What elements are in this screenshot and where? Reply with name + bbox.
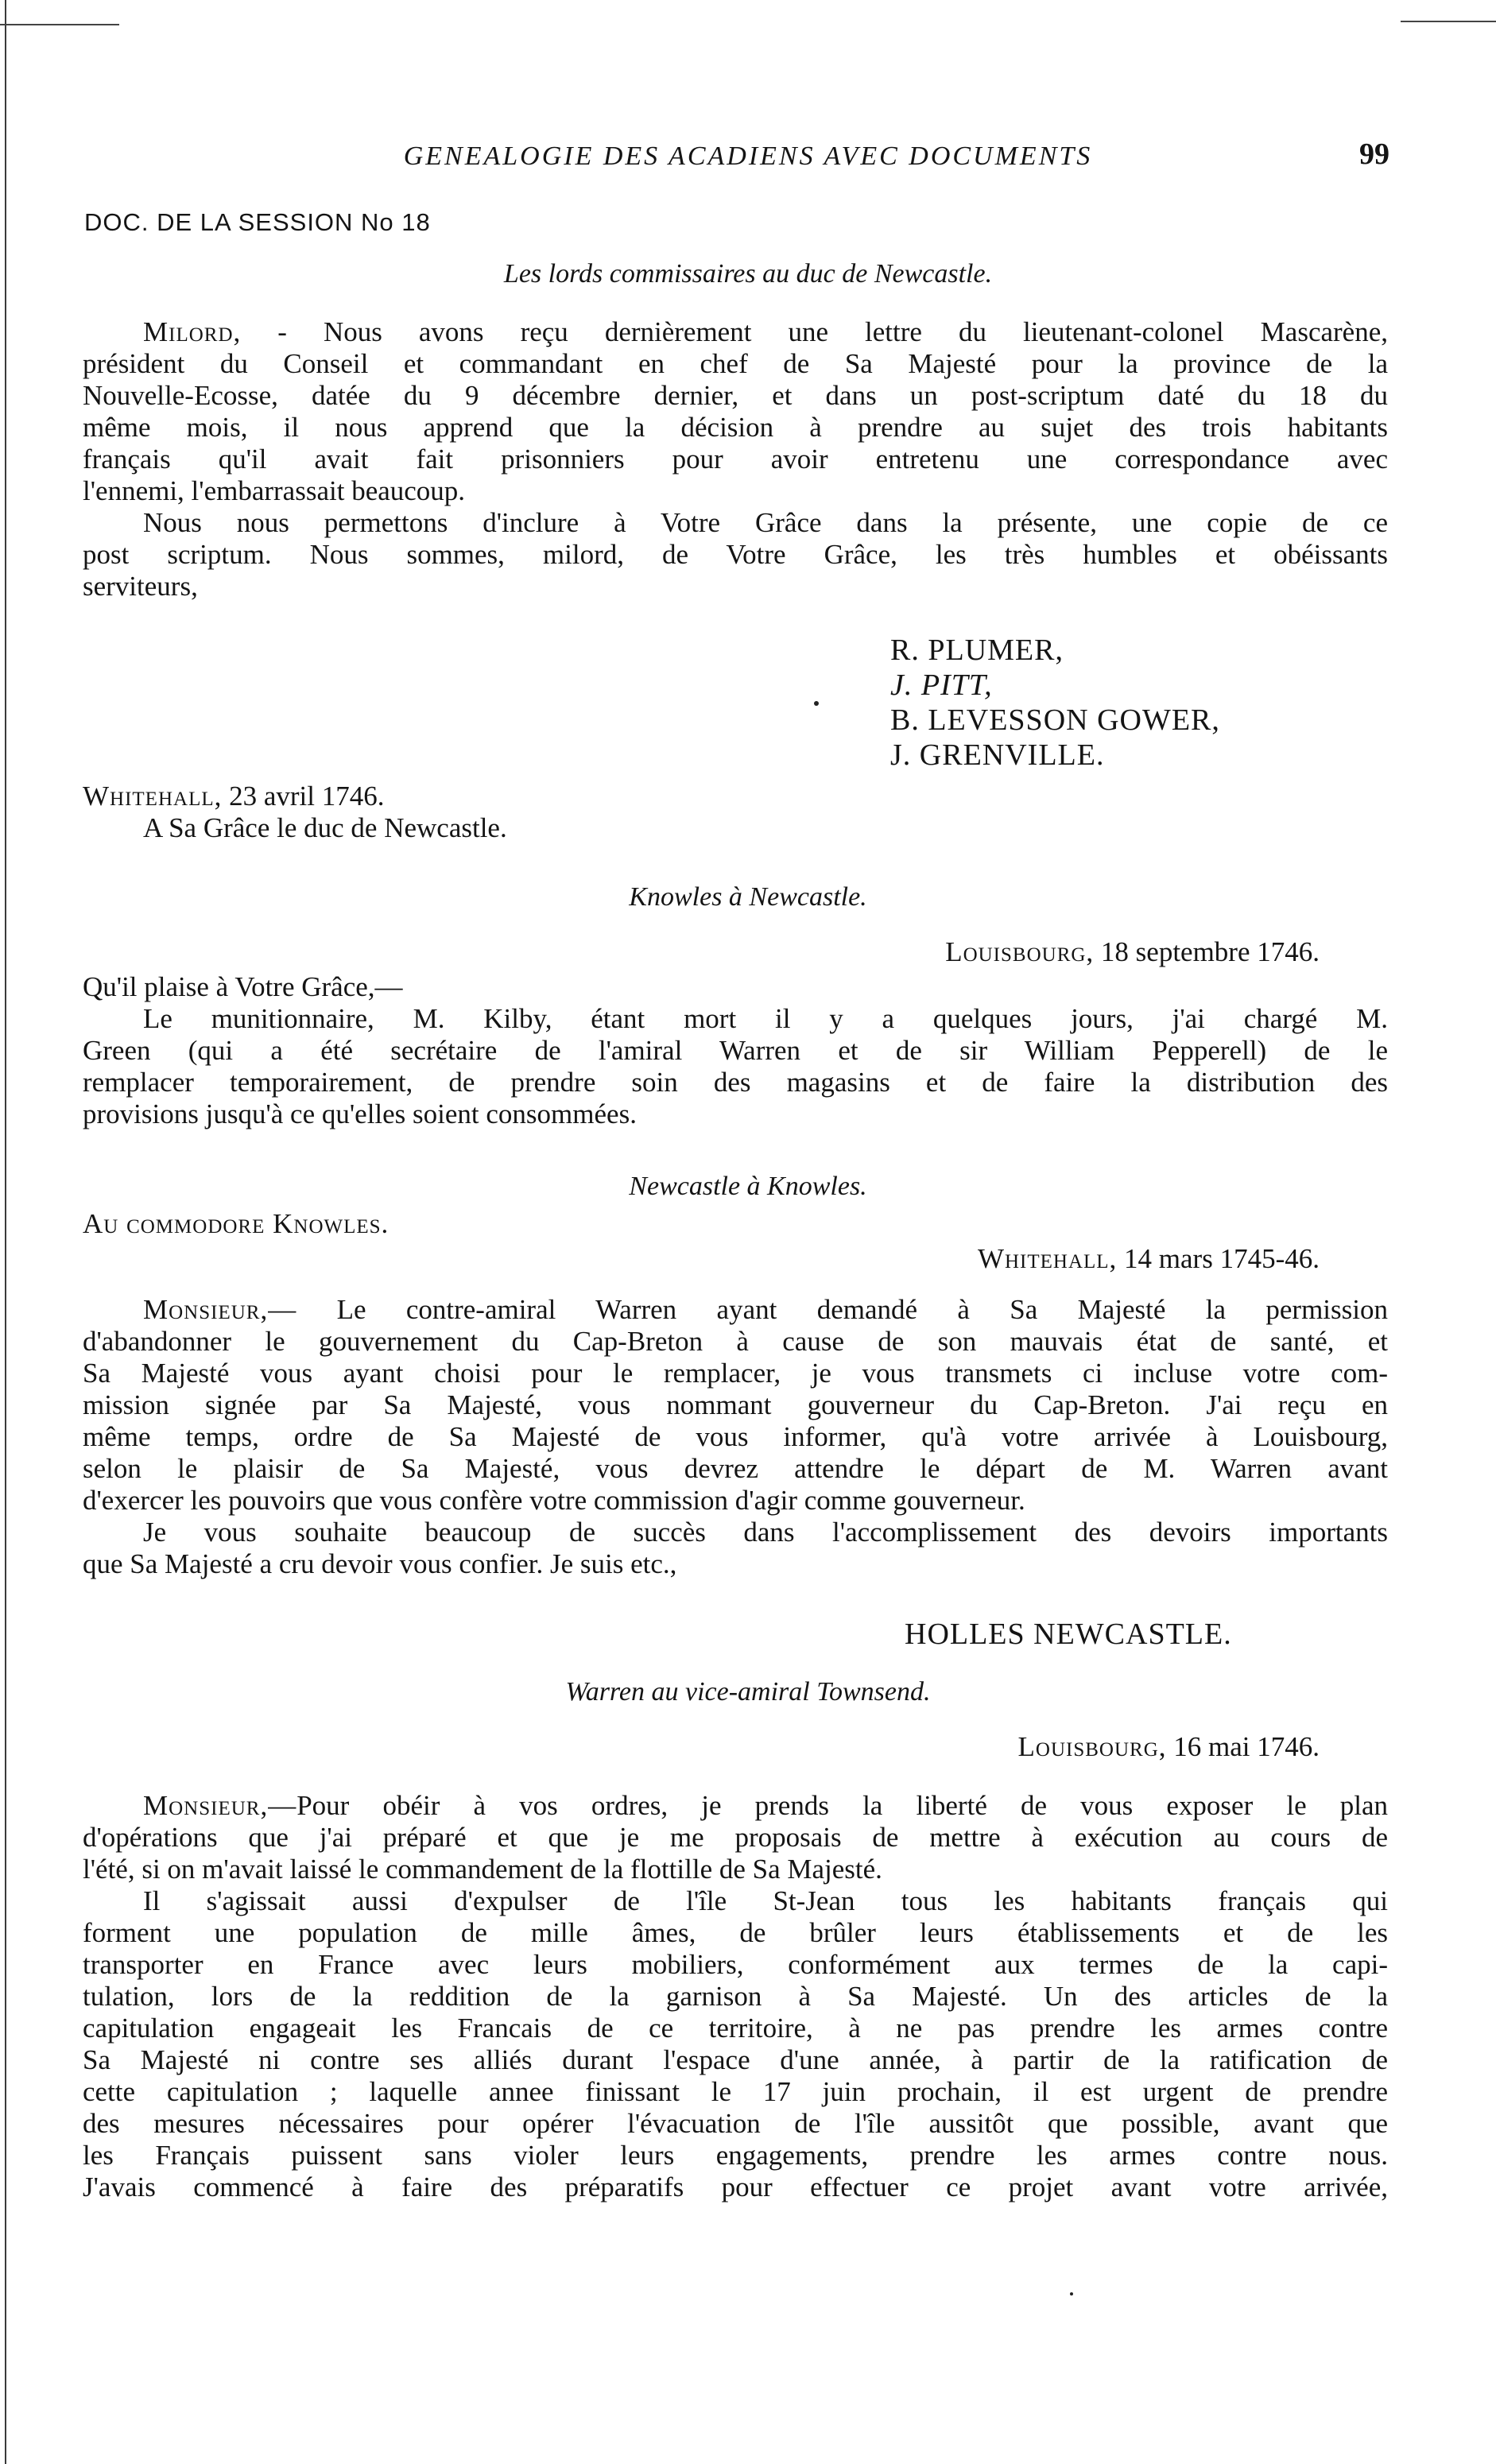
place: Louisbourg,	[1017, 1731, 1167, 1762]
signature-grenville: J. GRENVILLE.	[890, 738, 1105, 772]
dateline-whitehall-1745	[978, 1243, 1320, 1275]
session-label: DOC. DE LA SESSION No 18	[84, 208, 431, 236]
text-line: Le munitionnaire, M. Kilby, étant mort il y a quelques jours, j'ai chargé M.	[143, 1003, 1388, 1034]
text-line: remplacer temporairement, de prendre soin des magasins et de faire la distribution des	[83, 1067, 1388, 1098]
signature-block-lords	[890, 633, 1220, 773]
text-line: d'abandonner le gouvernement du Cap-Breton à cause de son mauvais état de santé, et	[83, 1326, 1388, 1357]
letter-newcastle-body	[83, 1294, 1388, 1580]
left-margin-rule	[5, 0, 6, 2464]
signature-gower: B. LEVESSON GOWER,	[890, 703, 1220, 737]
salutation-line: Qu'il plaise à Votre Grâce,—	[83, 971, 403, 1002]
text-line: selon le plaisir de Sa Majesté, vous devrez attendre le départ de M. Warren avant	[83, 1453, 1388, 1484]
place: Whitehall,	[83, 781, 223, 812]
text-line: Milord, - Nous avons reçu dernièrement une lettre du lieutenant-colonel Mascarène,	[143, 316, 1388, 347]
letter-warren-body	[83, 1790, 1388, 2203]
text-line: l'été, si on m'avait laissé le commandement de la flottille de Sa Majesté.	[83, 1854, 882, 1885]
text-line: capitulation engageait les Francais de ce territoire, à ne pas prendre les armes contre	[83, 2013, 1388, 2044]
text-line: mission signée par Sa Majesté, vous nommant gouverneur du Cap-Breton. J'ai reçu en	[83, 1389, 1388, 1420]
text-line: Je vous souhaite beaucoup de succès dans l'accomplissement des devoirs importants	[143, 1517, 1388, 1548]
text-line: les Français puissent sans violer leurs engagements, prendre les armes contre nous.	[83, 2140, 1388, 2171]
date: 23 avril 1746.	[229, 781, 385, 812]
date: 18 septembre 1746.	[1100, 936, 1320, 967]
dateline-louisbourg-may	[1018, 1731, 1320, 1763]
signature-newcastle: HOLLES NEWCASTLE.	[905, 1617, 1232, 1651]
page-number: 99	[1359, 138, 1389, 171]
section-heading-newcastle-to-knowles: Newcastle à Knowles.	[629, 1172, 867, 1201]
signature-block-newcastle	[905, 1617, 1232, 1652]
place: Louisbourg,	[945, 936, 1095, 967]
place-date-line	[83, 781, 1388, 812]
dateline-whitehall-1746	[83, 781, 1388, 844]
text-line: Monsieur,— Le contre-amiral Warren ayant demandé à Sa Majesté la permission	[143, 1294, 1388, 1325]
text-line: que Sa Majesté a cru devoir vous confier. Je suis etc.,	[83, 1548, 677, 1579]
letter-lords-body	[83, 316, 1388, 602]
salutation: Monsieur,—	[143, 1790, 297, 1821]
text-line: post scriptum. Nous sommes, milord, de Votre Grâce, les très humbles et obéissants	[83, 539, 1388, 570]
text-line: forment une population de mille âmes, de brûler leurs établissements et de les	[83, 1917, 1388, 1948]
text-line: même temps, ordre de Sa Majesté de vous informer, qu'à votre arrivée à Louisbourg,	[83, 1421, 1388, 1452]
text-line: président du Conseil et commandant en chef de Sa Majesté pour la province de la	[83, 348, 1388, 379]
text-line: des mesures nécessaires pour opérer l'évacuation de l'île aussitôt que possible, avant que	[83, 2108, 1388, 2139]
addressee-line: Au commodore Knowles.	[83, 1208, 390, 1239]
text-line: d'opérations que j'ai préparé et que je me proposais de mettre à exécution au cours de	[83, 1822, 1388, 1853]
top-left-rule	[0, 24, 119, 25]
ink-mark	[814, 701, 819, 706]
date: 16 mai 1746.	[1173, 1731, 1320, 1762]
top-right-rule	[1401, 21, 1496, 22]
salutation: Monsieur,—	[143, 1294, 297, 1325]
text-line: même mois, il nous apprend que la décision à prendre au sujet des trois habitants	[83, 412, 1388, 443]
place: Whitehall,	[977, 1243, 1118, 1274]
section-heading-knowles-to-newcastle: Knowles à Newcastle.	[629, 882, 867, 912]
text-line: Nouvelle-Ecosse, datée du 9 décembre dernier, et dans un post-scriptum daté du 18 du	[83, 380, 1388, 411]
signature-pitt: J. PITT,	[890, 668, 993, 702]
text-line: l'ennemi, l'embarrassait beaucoup.	[83, 475, 466, 506]
text-line: serviteurs,	[83, 571, 198, 602]
addressee-line: A Sa Grâce le duc de Newcastle.	[143, 812, 507, 843]
running-head: GENEALOGIE DES ACADIENS AVEC DOCUMENTS	[403, 141, 1093, 171]
ink-mark	[1070, 2292, 1073, 2295]
text-line: transporter en France avec leurs mobiliers, conformément aux termes de la capi-	[83, 1949, 1388, 1980]
signature-plumer: R. PLUMER,	[890, 633, 1064, 667]
text-line: provisions jusqu'à ce qu'elles soient consommées.	[83, 1098, 637, 1129]
text-line: Il s'agissait aussi d'expulser de l'île St-Jean tous les habitants français qui	[143, 1885, 1388, 1916]
dateline-louisbourg-sept	[945, 936, 1320, 968]
date: 14 mars 1745-46.	[1124, 1243, 1320, 1274]
text-line: tulation, lors de la reddition de la garnison à Sa Majesté. Un des articles de la	[83, 1981, 1388, 2012]
section-heading-lords-to-newcastle: Les lords commissaires au duc de Newcastle.	[503, 259, 993, 289]
text-line: d'exercer les pouvoirs que vous confère votre commission d'agir comme gouverneur.	[83, 1485, 1025, 1516]
text-line: J'avais commencé à faire des préparatifs pour effectuer ce projet avant votre arrivée,	[83, 2171, 1388, 2202]
text-line: cette capitulation ; laquelle annee finissant le 17 juin prochain, il est urgent de prendre	[83, 2076, 1388, 2107]
salutation: Milord,	[143, 316, 242, 347]
text-line: Green (qui a été secrétaire de l'amiral Warren et de sir William Pepperell) de le	[83, 1035, 1388, 1066]
text-line: français qu'il avait fait prisonniers pour avoir entretenu une correspondance avec	[83, 444, 1388, 475]
letter-knowles-body	[83, 971, 1388, 1130]
text-line: Sa Majesté ni contre ses alliés durant l'espace d'une année, à partir de la ratification de	[83, 2044, 1388, 2075]
text-line: Nous nous permettons d'inclure à Votre Grâce dans la présente, une copie de ce	[143, 507, 1388, 538]
text-line: Monsieur,—Pour obéir à vos ordres, je prends la liberté de vous exposer le plan	[143, 1790, 1388, 1821]
addressee-commodore	[83, 1208, 1388, 1240]
text-line: Sa Majesté vous ayant choisi pour le remplacer, je vous transmets ci incluse votre com-	[83, 1358, 1388, 1389]
section-heading-warren-to-townsend: Warren au vice-amiral Townsend.	[565, 1677, 931, 1707]
